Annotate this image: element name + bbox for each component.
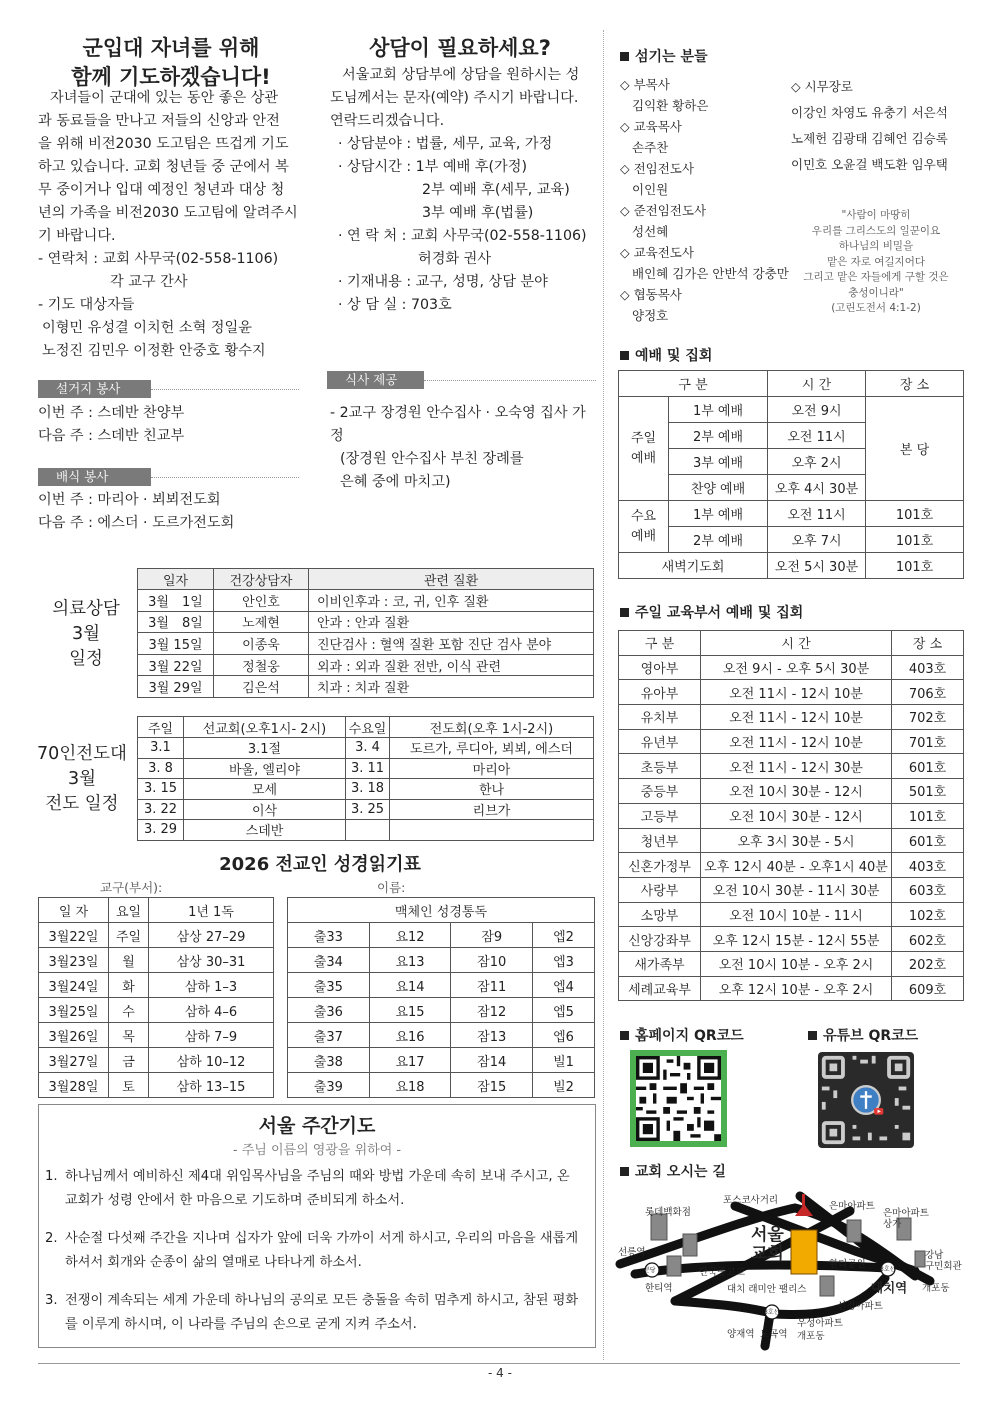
table-row: 3부 예배 오후 2시 bbox=[619, 449, 964, 475]
map-label: 한티역 bbox=[645, 1283, 673, 1294]
column-divider bbox=[603, 30, 604, 1360]
square-bullet-icon bbox=[808, 1031, 817, 1040]
map-label: 한티공원 bbox=[829, 1259, 866, 1270]
table-row: 2부 예배 오후 7시 101호 bbox=[619, 527, 964, 553]
servants-list: ◇ 부목사 김익환 황하은 ◇ 교육목사 손주찬 ◇ 전임전도사 이인원 ◇ 준전임전도사 성선혜 ◇ 교육전도사 배인혜 김가은 안반석 강충만 ◇ 협동목사 양정호 bbox=[620, 77, 789, 323]
map-label: 개포동 bbox=[797, 1331, 825, 1342]
table-row: 고등부 오전 10시 30분 - 12시 101호 bbox=[619, 803, 964, 828]
table-row: 출36 요15 잠12 엡5 bbox=[288, 998, 595, 1023]
prayer-item: 2. 사순절 다섯째 주간을 지나며 십자가 앞에 더욱 가까이 서게 하시고, 우리의 마음을 새롭게 하셔서 회개와 순종이 삶의 열매로 나타나게 하소서. bbox=[45, 1231, 579, 1270]
table-row: 초등부 오전 11시 - 12시 30분 601호 bbox=[619, 754, 964, 779]
map-header: 교회 오시는 길 bbox=[620, 1161, 726, 1181]
medical-table: 일자 건강상담자 관련 질환 3월 1일 안인호 이비인후과 : 코, 귀, 인후 질환 3월 8일 노제현 안과 : 안과 질환 3월 15일 이종욱 진단검사 : 혈액 질환 포함 진단 검사 분야 3월 22일 정철웅 외과 : 외과 질환 전반, 이식 관련 3월 29일 김은석 치과 : 치과 질환 bbox=[137, 568, 594, 698]
divider bbox=[151, 389, 299, 390]
table-row: 3. 22 이삭 3. 25 리브가 bbox=[138, 799, 594, 820]
station-badge: 3호선 bbox=[880, 1266, 896, 1273]
table-row: 3월 22일 정철웅 외과 : 외과 질환 전반, 이식 관련 bbox=[138, 654, 594, 676]
map-label: 개포동 bbox=[922, 1283, 950, 1294]
youtube-qr-header: 유튜브 QR코드 bbox=[808, 1025, 918, 1045]
table-row: 청년부 오후 3시 30분 - 5시 601호 bbox=[619, 828, 964, 853]
table-row: 출35 요14 잠11 엡4 bbox=[288, 973, 595, 998]
counseling-title: 상담이 필요하세요? bbox=[369, 36, 551, 60]
table-row: 3. 29 스데반 bbox=[138, 820, 594, 841]
map-label: 은마아파트 bbox=[829, 1201, 875, 1212]
evangelism-side-title: 70인전도대 3월 전도 일정 bbox=[37, 744, 127, 814]
table-row: 새가족부 오전 10시 10분 - 오후 2시 202호 bbox=[619, 951, 964, 976]
table-row: 3. 15 모세 3. 18 한나 bbox=[138, 779, 594, 800]
dish-service-body: 이번 주 : 스데반 찬양부 다음 주 : 스데반 친교부 bbox=[38, 405, 185, 444]
meal-provide-label: 식사 제공 bbox=[327, 371, 424, 389]
medical-side-title: 의료상담 3월 일정 bbox=[52, 599, 120, 669]
table-row: 3월 1일 안인호 이비인후과 : 코, 귀, 인후 질환 bbox=[138, 590, 594, 612]
church-location-map[interactable] bbox=[615, 1186, 967, 1352]
divider bbox=[424, 380, 596, 381]
military-prayer-title: 군입대 자녀를 위해 함께 기도하겠습니다! bbox=[71, 36, 271, 89]
meal-provide-body: - 2교구 장경원 안수집사 · 오숙영 집사 가정 (장경원 안수집사 부친 장례를 은혜 중에 마치고) bbox=[330, 405, 586, 490]
education-table: 구 분 시 간 장 소 영아부 오전 9시 - 오후 5시 30분 403호 유아부 오전 11시 - 12시 10분 706호 유치부 오전 11시 - 12시 10분 702호 유년부 오전 11시 - 12시 10분 701호 초등부 오전 11시 - 12시 30분 601호 중등부 오전 10시 30분 - 12시 501호 고등부 오전 10시 30분 - 12시 101호 청년부 오후 3시 30분 - 5시 601호 신혼가정부 오후 12시 40분 - 오후1시 40분 403호 사랑부 오전 10시 30분 - 11시 30분 603호 소망부 오전 10시 10분 - 11시 102호 신앙강좌부 오후 12시 15분 - 12시 55분 602호 새가족부 오전 10시 10분 - 오후 2시 202호 세례교육부 오후 12시 10분 - 오후 2시 609호 bbox=[618, 630, 964, 1001]
worship-table: 구 분 시 간 장 소 주일 예배 1부 예배 오전 9시 본 당 2부 예배 오전 11시 3부 예배 오후 2시 찬양 예배 오후 4시 30분 수요 예배 1부 예배 오전 11시 101호 2부 예배 오후 7시 101호 새벽기도회 오전 5시 30분 101호 bbox=[618, 370, 964, 579]
education-header: 주일 교육부서 예배 및 집회 bbox=[620, 602, 803, 622]
map-label: 도곡역 bbox=[760, 1329, 788, 1340]
table-row: 3.1 3.1절 3. 4 도르가, 루디아, 뵈뵈, 에스더 bbox=[138, 738, 594, 759]
table-row: 수요 예배 1부 예배 오전 11시 101호 bbox=[619, 501, 964, 527]
evangelism-table: 주일 선교회(오후1시- 2시) 수요일 전도회(오후 1시-2시) 3.1 3.1절 3. 4 도르가, 루디아, 뵈뵈, 에스더 3. 8 바울, 엘리야 3. 11 마리아 3. 15 모세 3. 18 한나 3. 22 이삭 3. 25 리브가 3. 29 스데반 bbox=[137, 716, 594, 841]
table-row: 유년부 오전 11시 - 12시 10분 701호 bbox=[619, 729, 964, 754]
map-label: 선경아파트 bbox=[837, 1301, 883, 1312]
divider bbox=[151, 477, 299, 478]
parish-label: 교구(부서): bbox=[100, 880, 163, 895]
bible-reading-left-table: 일 자 요일 1년 1독 3월22일 주일 삼상 27–29 3월23일 월 삼상 30–31 3월24일 화 삼하 1–3 3월25일 수 삼하 4–6 3월26일 목 삼하 7–9 3월27일 금 삼하 10–12 3월28일 토 삼하 13–15 bbox=[38, 897, 274, 1098]
square-bullet-icon bbox=[620, 1031, 629, 1040]
homepage-qr-header: 홈페이지 QR코드 bbox=[620, 1025, 744, 1045]
table-row: 사랑부 오전 10시 30분 - 11시 30분 603호 bbox=[619, 877, 964, 902]
square-bullet-icon bbox=[620, 52, 629, 61]
table-row: 3월22일 주일 삼상 27–29 bbox=[39, 923, 274, 948]
page-number: - 4 - bbox=[488, 1366, 512, 1380]
prayer-item: 3. 전쟁이 계속되는 세계 가운데 하나님의 공의로 모든 충돌을 속히 멈추게 하시고, 참된 평화 를 이루게 하시며, 이 나라를 주님의 손으로 굳게 지켜 주소서. bbox=[45, 1293, 579, 1332]
church-name-label: 서울 교회 bbox=[751, 1225, 784, 1264]
square-bullet-icon bbox=[620, 608, 629, 617]
map-label: 우성아파트 bbox=[797, 1318, 843, 1329]
youtube-qr-code[interactable] bbox=[818, 1052, 914, 1148]
square-bullet-icon bbox=[620, 351, 629, 360]
station-badge: 3호선 bbox=[764, 1309, 780, 1316]
table-row: 3월28일 토 삼하 13–15 bbox=[39, 1073, 274, 1098]
table-row: 3월 29일 김은석 치과 : 치과 질환 bbox=[138, 676, 594, 698]
table-row: 3월23일 월 삼상 30–31 bbox=[39, 948, 274, 973]
name-label: 이름: bbox=[377, 880, 406, 895]
worship-header: 예배 및 집회 bbox=[620, 345, 712, 365]
table-row: 출33 요12 잠9 엡2 bbox=[288, 923, 595, 948]
table-row: 3. 8 바울, 엘리야 3. 11 마리아 bbox=[138, 758, 594, 779]
elders-list: ◇ 시무장로 이강인 차영도 유충기 서은석 노제헌 김광태 김혜언 김승록 이민호 오윤걸 백도환 임우택 bbox=[791, 79, 948, 172]
homepage-qr-code[interactable] bbox=[630, 1050, 727, 1147]
map-label: 대치 래미안 팰리스 bbox=[727, 1284, 807, 1295]
meal-serve-body: 이번 주 : 마리아 · 뵈뵈전도회 다음 주 : 에스더 · 도르가전도회 bbox=[38, 492, 235, 531]
map-label: 대치역 bbox=[871, 1280, 908, 1295]
servants-header: 섬기는 분들 bbox=[620, 46, 708, 66]
table-row: 찬양 예배 오후 4시 30분 bbox=[619, 475, 964, 501]
weekly-prayer-title: 서울 주간기도 bbox=[258, 1115, 376, 1137]
map-label: 강남 구민회관 bbox=[925, 1250, 962, 1272]
map-label: 포스코사거리 bbox=[723, 1195, 779, 1206]
table-row: 2부 예배 오전 11시 bbox=[619, 423, 964, 449]
table-row: 출39 요18 잠15 빌2 bbox=[288, 1073, 595, 1098]
counseling-body: 서울교회 상담부에 상담을 원하시는 성 도님께서는 문자(예약) 주시기 바랍니다. 연락드리겠습니다. · 상담분야 : 법률, 세무, 교육, 가정 · 상담시간 : 1부 예배 후(가정) 2부 예배 후(세무, 교육) 3부 예배 후(법률) · 연 락 처 : 교회 사무국(02-558-1106) 허경화 권사 · 기재내용 : 교구, 성명, 상담 분야 · 상 담 실 : 703호 bbox=[330, 67, 587, 313]
footer-rule bbox=[38, 1363, 960, 1364]
map-label: 양재역 bbox=[727, 1329, 755, 1340]
square-bullet-icon bbox=[620, 1167, 629, 1176]
military-prayer-body: 자녀들이 군대에 있는 동안 좋은 상관 과 동료들을 만나고 저들의 신앙과 안전 을 위해 비전2030 도고팀은 뜨겁게 기도 하고 있습니다. 교회 청년들 중 군에서 복 무 중이거나 입대 예정인 청년과 대상 청 년의 가족을 비전2030 도고팀에 알려주시 기 바랍니다. - 연락처 : 교회 사무국(02-558-1106) 각 교구 간사 - 기도 대상자들 이형민 유성결 이치헌 소혁 정일윤 노정진 김민우 이정환 안중호 황수지 bbox=[38, 90, 298, 359]
table-row: 유치부 오전 11시 - 12시 10분 702호 bbox=[619, 705, 964, 730]
table-row: 3월26일 목 삼하 7–9 bbox=[39, 1023, 274, 1048]
table-row: 3월27일 금 삼하 10–12 bbox=[39, 1048, 274, 1073]
meal-serve-label: 배식 봉사 bbox=[38, 468, 151, 486]
table-row: 출38 요17 잠14 빌1 bbox=[288, 1048, 595, 1073]
table-row: 중등부 오전 10시 30분 - 12시 501호 bbox=[619, 779, 964, 804]
dish-service-label: 설거지 봉사 bbox=[38, 380, 151, 398]
table-row: 3월25일 수 삼하 4–6 bbox=[39, 998, 274, 1023]
bible-reading-right-table: 맥체인 성경통독 출33 요12 잠9 엡2 출34 요13 잠10 엡3 출35 요14 잠11 엡4 출36 요15 잠12 엡5 출37 요16 잠13 엡6 출38 요17 잠14 빌1 출39 요18 잠15 빌2 bbox=[287, 897, 595, 1098]
table-row: 3월24일 화 삼하 1–3 bbox=[39, 973, 274, 998]
table-row: 유아부 오전 11시 - 12시 10분 706호 bbox=[619, 680, 964, 705]
map-label: 롯데백화점 bbox=[645, 1207, 691, 1218]
table-row: 신혼가정부 오후 12시 40분 - 오후1시 40분 403호 bbox=[619, 853, 964, 878]
bible-verse: "사람이 마땅히 우리를 그리스도의 일꾼이요 하나님의 비밀을 맡은 자로 여길지어다 그리고 맡은 자들에게 구할 것은 충성이니라" (고린도전서 4:1-2) bbox=[803, 209, 949, 314]
table-row: 세례교육부 오후 12시 10분 - 오후 2시 609호 bbox=[619, 976, 964, 1001]
weekly-prayer-subtitle: - 주님 이름의 영광을 위하여 - bbox=[232, 1143, 402, 1158]
table-row: 3월 8일 노제현 안과 : 안과 질환 bbox=[138, 611, 594, 633]
weekly-prayer-box bbox=[38, 1104, 596, 1348]
table-row: 소망부 오전 10시 10분 - 11시 102호 bbox=[619, 902, 964, 927]
table-row: 3월 15일 이종욱 진단검사 : 혈액 질환 포함 진단 검사 분야 bbox=[138, 633, 594, 655]
map-label: 은마아파트 상가 bbox=[883, 1208, 929, 1230]
prayer-item: 1. 하나님께서 예비하신 제4대 위임목사님을 주님의 때와 방법 가운데 속히 보내 주시고, 온 교회가 성령 안에서 한 마음으로 기도하며 준비되게 하소서. bbox=[45, 1169, 570, 1208]
station-badge: 분당 bbox=[644, 1267, 656, 1274]
map-label: 선릉역 bbox=[618, 1247, 646, 1258]
map-label: 단국중고교 bbox=[699, 1267, 745, 1278]
table-row: 새벽기도회 오전 5시 30분 101호 bbox=[619, 553, 964, 579]
table-row: 출37 요16 잠13 엡6 bbox=[288, 1023, 595, 1048]
table-row: 출34 요13 잠10 엡3 bbox=[288, 948, 595, 973]
table-row: 주일 예배 1부 예배 오전 9시 본 당 bbox=[619, 397, 964, 423]
table-row: 신앙강좌부 오후 12시 15분 - 12시 55분 602호 bbox=[619, 927, 964, 952]
bible-reading-title: 2026 전교인 성경읽기표 bbox=[219, 854, 421, 875]
table-row: 영아부 오전 9시 - 오후 5시 30분 403호 bbox=[619, 655, 964, 680]
